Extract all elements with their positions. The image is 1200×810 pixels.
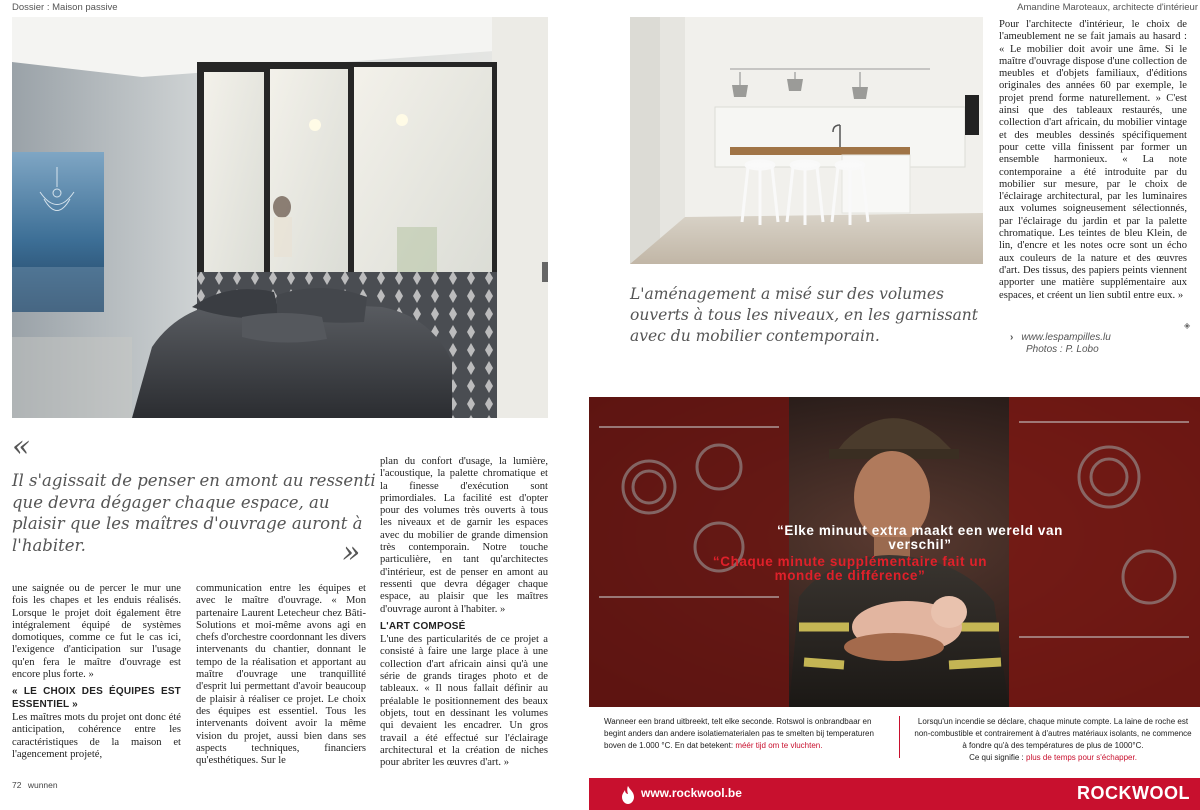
right-page-header: Amandine Maroteaux, architecte d'intérieur xyxy=(1017,2,1198,13)
col1-paragraph-2: Les maîtres mots du projet ont donc été anticipation, cohérence entre les caractéristiques de la maison et l'agencement projeté, xyxy=(12,711,181,760)
ad-french-body: Lorsqu'un incendie se déclare, chaque minute compte. La laine de roche est non-combustible et contrairement à d'autres matériaux isolants, ne commence à fondre qu'à des températures de plus de 1000°C. xyxy=(914,717,1192,750)
kitchen-photo xyxy=(630,17,983,264)
chevron-right-icon: › xyxy=(1010,332,1014,343)
rockwool-footer-bar xyxy=(589,778,1200,810)
left-page-header: Dossier : Maison passive xyxy=(12,2,118,13)
kitchen-caption: L'aménagement a misé sur des volumes ouverts à tous les niveaux, en les garnissant avec du mobilier contemporain. xyxy=(630,285,979,345)
col3-paragraph-1: plan du confort d'usage, la lumière, l'acoustique, la palette chromatique et la finesse d'exécution sont primordiales. La facilité est d'opter pour des volumes très ouverts à tous les niveaux et de garnir les espaces avec du mobilier de grande dimension très contemporain. Notre touche particulière, en tant qu'architectes d'intérieur, est de penser en amont au ressenti que devra dégager chaque espace, au plaisir que les maîtres d'ouvrage auront à l'habiter. » xyxy=(380,456,548,615)
magazine-name: wunnen xyxy=(27,780,58,790)
col1-paragraph-1: une saignée ou de percer le mur une fois les chapes et les enduis réalisés. Lorsque le projet doit également être intégralement équipé de systèmes domotiques, comme ce fut le cas ici, l'exigence d'anticipation sur l'usage qu'en fera le maître d'ouvrage est encore plus forte. » xyxy=(12,583,181,681)
ad-french-lead: Ce qui signifie : xyxy=(969,753,1024,762)
ad-dutch-highlight: méér tijd om te vluchten. xyxy=(735,741,823,750)
col1-subhead: « LE CHOIX DES ÉQUIPES EST ESSENTIEL » xyxy=(12,686,181,710)
ad-french-highlight: plus de temps pour s'échapper. xyxy=(1026,753,1137,762)
col3-paragraph-2: L'une des particularités de ce projet a consisté à faire une large place à une collection d'art africain ainsi qu'à une série de grands tirages photo et de tableaux. « Il nous fallait définir au préalable le positionnement des beaux objets, tout en dessinant les volumes qui devaient les encadrer. Un gros travail a été effectué sur l'éclairage architectural et la création de niches pour abriter les œuvres d'art. » xyxy=(380,634,548,769)
credit-photos: Photos : P. Lobo xyxy=(1026,344,1099,355)
col3-subhead: L'ART COMPOSÉ xyxy=(380,620,466,632)
rockwool-logo: ROCKWOOL xyxy=(1077,783,1190,803)
photo-credits xyxy=(1010,332,1111,356)
ad-divider xyxy=(899,716,900,758)
bedroom-photo xyxy=(12,17,548,418)
left-column-2 xyxy=(196,583,366,767)
right-body-text xyxy=(999,19,1187,302)
ad-french-text xyxy=(912,716,1194,764)
pull-quote-close-mark: » xyxy=(342,535,361,570)
page-number: 72 xyxy=(12,780,22,790)
right-body-paragraph: Pour l'architecte d'intérieur, le choix de l'ameublement ne se fait jamais au hasard : « Le mobilier doit avoir une âme. Si le maître d'ouvrage dispose d'une collection de meubles et d'objets familiaux, d'éditions originales des années 60 par exemple, le projet prend forme naturellement. » C'est ainsi que des tableaux restaurés, une collection d'art africain, du mobilier vintage et des meubles dessinés spécifiquement pour cette villa finissent par former un ensemble harmonieux. « La note contemporaine a été introduite par du mobilier sur mesure, par le choix de l'éclairage architectural, par les luminaires aux volumes soigneusement sélectionnés, par l'éclairage du jardin et par la palette chromatique. Les teintes de bleu Klein, de lin, d'encre et les notes ocre sont un écho aux couleurs de la nature et des œuvres d'art. Des tissus, des papiers peints viennent apporter une matière supplémentaire aux espaces, et créent un lien subtil entre eux. » xyxy=(999,19,1187,301)
left-column-3 xyxy=(380,456,548,769)
firefighter-ad-photo xyxy=(589,397,1200,707)
pull-quote-text: Il s'agissait de penser en amont au ressenti que devra dégager chaque espace, au plaisir que les maîtres d'ouvrage auront à l'habiter. xyxy=(12,471,376,555)
left-column-1 xyxy=(12,583,181,761)
end-mark-icon: ◈ xyxy=(1184,321,1191,330)
ad-dutch-text xyxy=(604,716,894,752)
left-page-footer xyxy=(12,780,58,790)
pull-quote-open-mark: « xyxy=(12,429,31,464)
ad-slogan-dutch: “Elke minuut extra maakt een wereld van verschil” xyxy=(776,523,1063,552)
credit-url[interactable]: www.lespampilles.lu xyxy=(1021,332,1111,343)
rockwool-url[interactable]: www.rockwool.be xyxy=(641,786,742,800)
flame-icon xyxy=(621,786,635,804)
ad-slogan-french: “Chaque minute supplémentaire fait un monde de différence” xyxy=(712,554,988,583)
col2-paragraph-1: communication entre les équipes et avec le maître d'ouvrage. « Mon partenaire Laurent Letecheur chez Bâti-Solutions et moi-même avons agi en chefs d'orchestre coordonnant les divers intervenants du chantier, donnant le tempo de la réalisation et apportant au maître d'ouvrage une tranquillité d'esprit lui permettant d'avoir beaucoup de plaisir à réaliser ce projet. Le choix des équipes est essentiel. Tous les intervenants doivent avoir la même vision du projet, aussi bien dans ses aspects techniques, financiers qu'esthétiques. Sur le xyxy=(196,583,366,767)
ad-dutch-body: Wanneer een brand uitbreekt, telt elke seconde. Rotswol is onbrandbaar en begint anders dan andere isolatiematerialen pas te smelten bij temperaturen boven de 1.000 °C. En dat betekent: xyxy=(604,717,874,750)
